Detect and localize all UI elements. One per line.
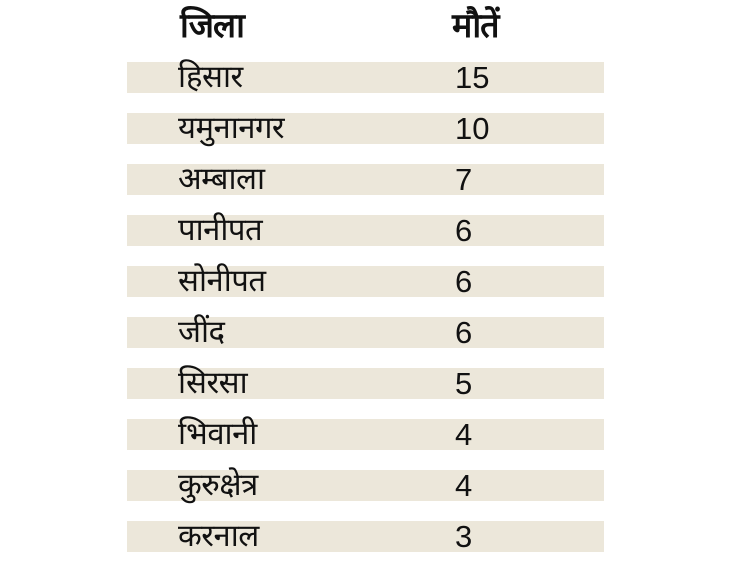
district-name: सोनीपत [178, 263, 266, 299]
death-count: 5 [455, 366, 473, 401]
table-row [0, 460, 730, 511]
district-name: हिसार [178, 59, 243, 95]
table-row [0, 358, 730, 409]
death-count: 6 [455, 315, 473, 350]
header-district: जिला [180, 6, 244, 46]
table-row [0, 154, 730, 205]
district-name: पानीपत [178, 212, 263, 248]
table-row [0, 409, 730, 460]
district-name: करनाल [178, 518, 259, 554]
district-name: यमुनानगर [178, 110, 285, 146]
table-row [0, 307, 730, 358]
death-count: 7 [455, 162, 473, 197]
district-name: भिवानी [178, 416, 257, 452]
district-name: अम्बाला [178, 161, 265, 197]
death-count: 6 [455, 264, 473, 299]
district-name: जींद [178, 314, 225, 350]
death-count: 4 [455, 468, 473, 503]
table-row [0, 52, 730, 103]
death-count: 3 [455, 519, 473, 554]
death-count: 10 [455, 111, 490, 146]
header-deaths: मौतें [452, 6, 499, 46]
table-row [0, 103, 730, 154]
table-row [0, 205, 730, 256]
district-name: कुरुक्षेत्र [178, 467, 258, 503]
table-row [0, 256, 730, 307]
table-row [0, 511, 730, 562]
death-count: 15 [455, 60, 490, 95]
district-name: सिरसा [178, 365, 248, 401]
death-count: 6 [455, 213, 473, 248]
death-count: 4 [455, 417, 473, 452]
